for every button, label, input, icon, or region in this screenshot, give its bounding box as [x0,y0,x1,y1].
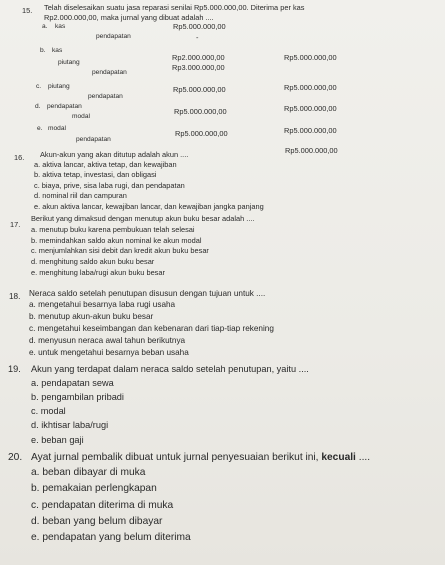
option-a: a. mengetahui besarnya laba rugi usaha [29,300,176,309]
journal-debit-account: piutang [48,83,70,90]
option-c: c. menjumlahkan sisi debit dan kredit akun buku besar [31,246,209,255]
journal-debit-amount-2: Rp3.000.000,00 [172,63,225,72]
option-d: d. nominal riil dan campuran [34,191,127,200]
option-c: c. mengetahui keseimbangan dan kebenaran dari tiap-tiap rekening [29,324,274,333]
journal-debit-account-2: piutang [58,59,80,66]
journal-credit-account: pendapatan [76,136,111,143]
question-number: 20. [8,452,23,463]
question-stem: Neraca saldo setelah penutupan disusun dengan tujuan untuk .... [29,289,266,298]
option-letter: b. [40,47,46,54]
option-b: b. memindahkan saldo akun nominal ke akun modal [31,236,202,245]
option-d: d. beban yang belum dibayar [31,516,163,527]
option-b: b. pemakaian perlengkapan [31,483,157,494]
option-e: e. beban gaji [31,435,84,445]
question-stem: Akun-akun yang akan ditutup adalah akun .... [40,150,189,159]
option-letter: e. [37,125,43,132]
option-b: b. menutup akun-akun buku besar [29,312,154,321]
option-e-amount-extra: Rp5.000.000,00 [285,146,338,155]
option-c: c. biaya, prive, sisa laba rugi, dan pendapatan [34,181,185,190]
journal-credit-amount: Rp5.000.000,00 [284,104,337,113]
option-e: e. untuk mengetahui besarnya beban usaha [29,348,189,357]
journal-debit-account: modal [48,125,66,132]
journal-debit-amount: Rp5.000.000,00 [174,107,227,116]
option-d: d. ikhtisar laba/rugi [31,420,109,430]
option-a: a. aktiva lancar, aktiva tetap, dan kewajiban [34,160,177,169]
option-c: c. modal [31,406,66,416]
journal-debit-account: kas [55,23,66,30]
option-d: d. menyusun neraca awal tahun berikutnya [29,336,186,345]
option-letter: a. [42,23,48,30]
option-letter: d. [35,103,41,110]
question-stem-main: Ayat jurnal pembalik dibuat untuk jurnal penyesuaian berikut ini, [31,452,322,463]
option-a: a. pendapatan sewa [31,378,114,388]
option-letter: c. [36,83,42,90]
question-stem-line2: Rp2.000.000,00, maka jurnal yang dibuat adalah .... [44,13,214,22]
question-number: 18. [9,292,21,301]
journal-credit-amount: Rp5.000.000,00 [284,126,337,135]
question-stem: Berikut yang dimaksud dengan menutup akun buku besar adalah .... [31,214,255,223]
journal-credit-account: pendapatan [88,93,123,100]
journal-debit-amount: Rp5.000.000,00 [173,22,226,31]
question-stem: Akun yang terdapat dalam neraca saldo setelah penutupan, yaitu .... [31,364,309,374]
option-b: b. pengambilan pribadi [31,392,124,402]
option-e: e. akun aktiva lancar, kewajiban lancar, dan kewajiban jangka panjang [34,202,264,211]
option-d: d. menghitung saldo akun buku besar [31,257,155,266]
option-a: a. beban dibayar di muka [31,467,146,478]
option-b: b. aktiva tetap, investasi, dan obligasi [34,170,157,179]
option-a: a. menutup buku karena pembukuan telah selesai [31,225,195,234]
option-e: e. pendapatan yang belum diterima [31,532,191,543]
question-stem-line1: Telah diselesaikan suatu jasa reparasi senilai Rp5.000.000,00. Diterima per kas [44,3,305,12]
question-number: 17. [10,220,21,229]
question-number: 16. [14,153,25,162]
option-c: c. pendapatan diterima di muka [31,500,174,511]
journal-debit-amount: Rp5.000.000,00 [175,129,228,138]
journal-credit-account: modal [72,113,90,120]
journal-debit-amount: Rp5.000.000,00 [173,85,226,94]
question-stem [31,452,370,463]
question-number: 19. [8,364,21,374]
journal-credit-amount: - [196,33,199,42]
journal-credit-amount: Rp5.000.000,00 [284,83,337,92]
journal-credit-amount: Rp5.000.000,00 [284,53,337,62]
journal-credit-account: pendapatan [92,69,127,76]
question-stem-emphasis: kecuali [321,452,356,463]
journal-debit-account: kas [52,47,63,54]
journal-debit-amount: Rp2.000.000,00 [172,53,225,62]
journal-debit-account: pendapatan [47,103,82,110]
question-stem-end: .... [355,452,371,463]
journal-credit-account: pendapatan [96,33,131,40]
option-e: e. menghitung laba/rugi akun buku besar [31,268,165,277]
question-number: 15. [22,6,33,15]
